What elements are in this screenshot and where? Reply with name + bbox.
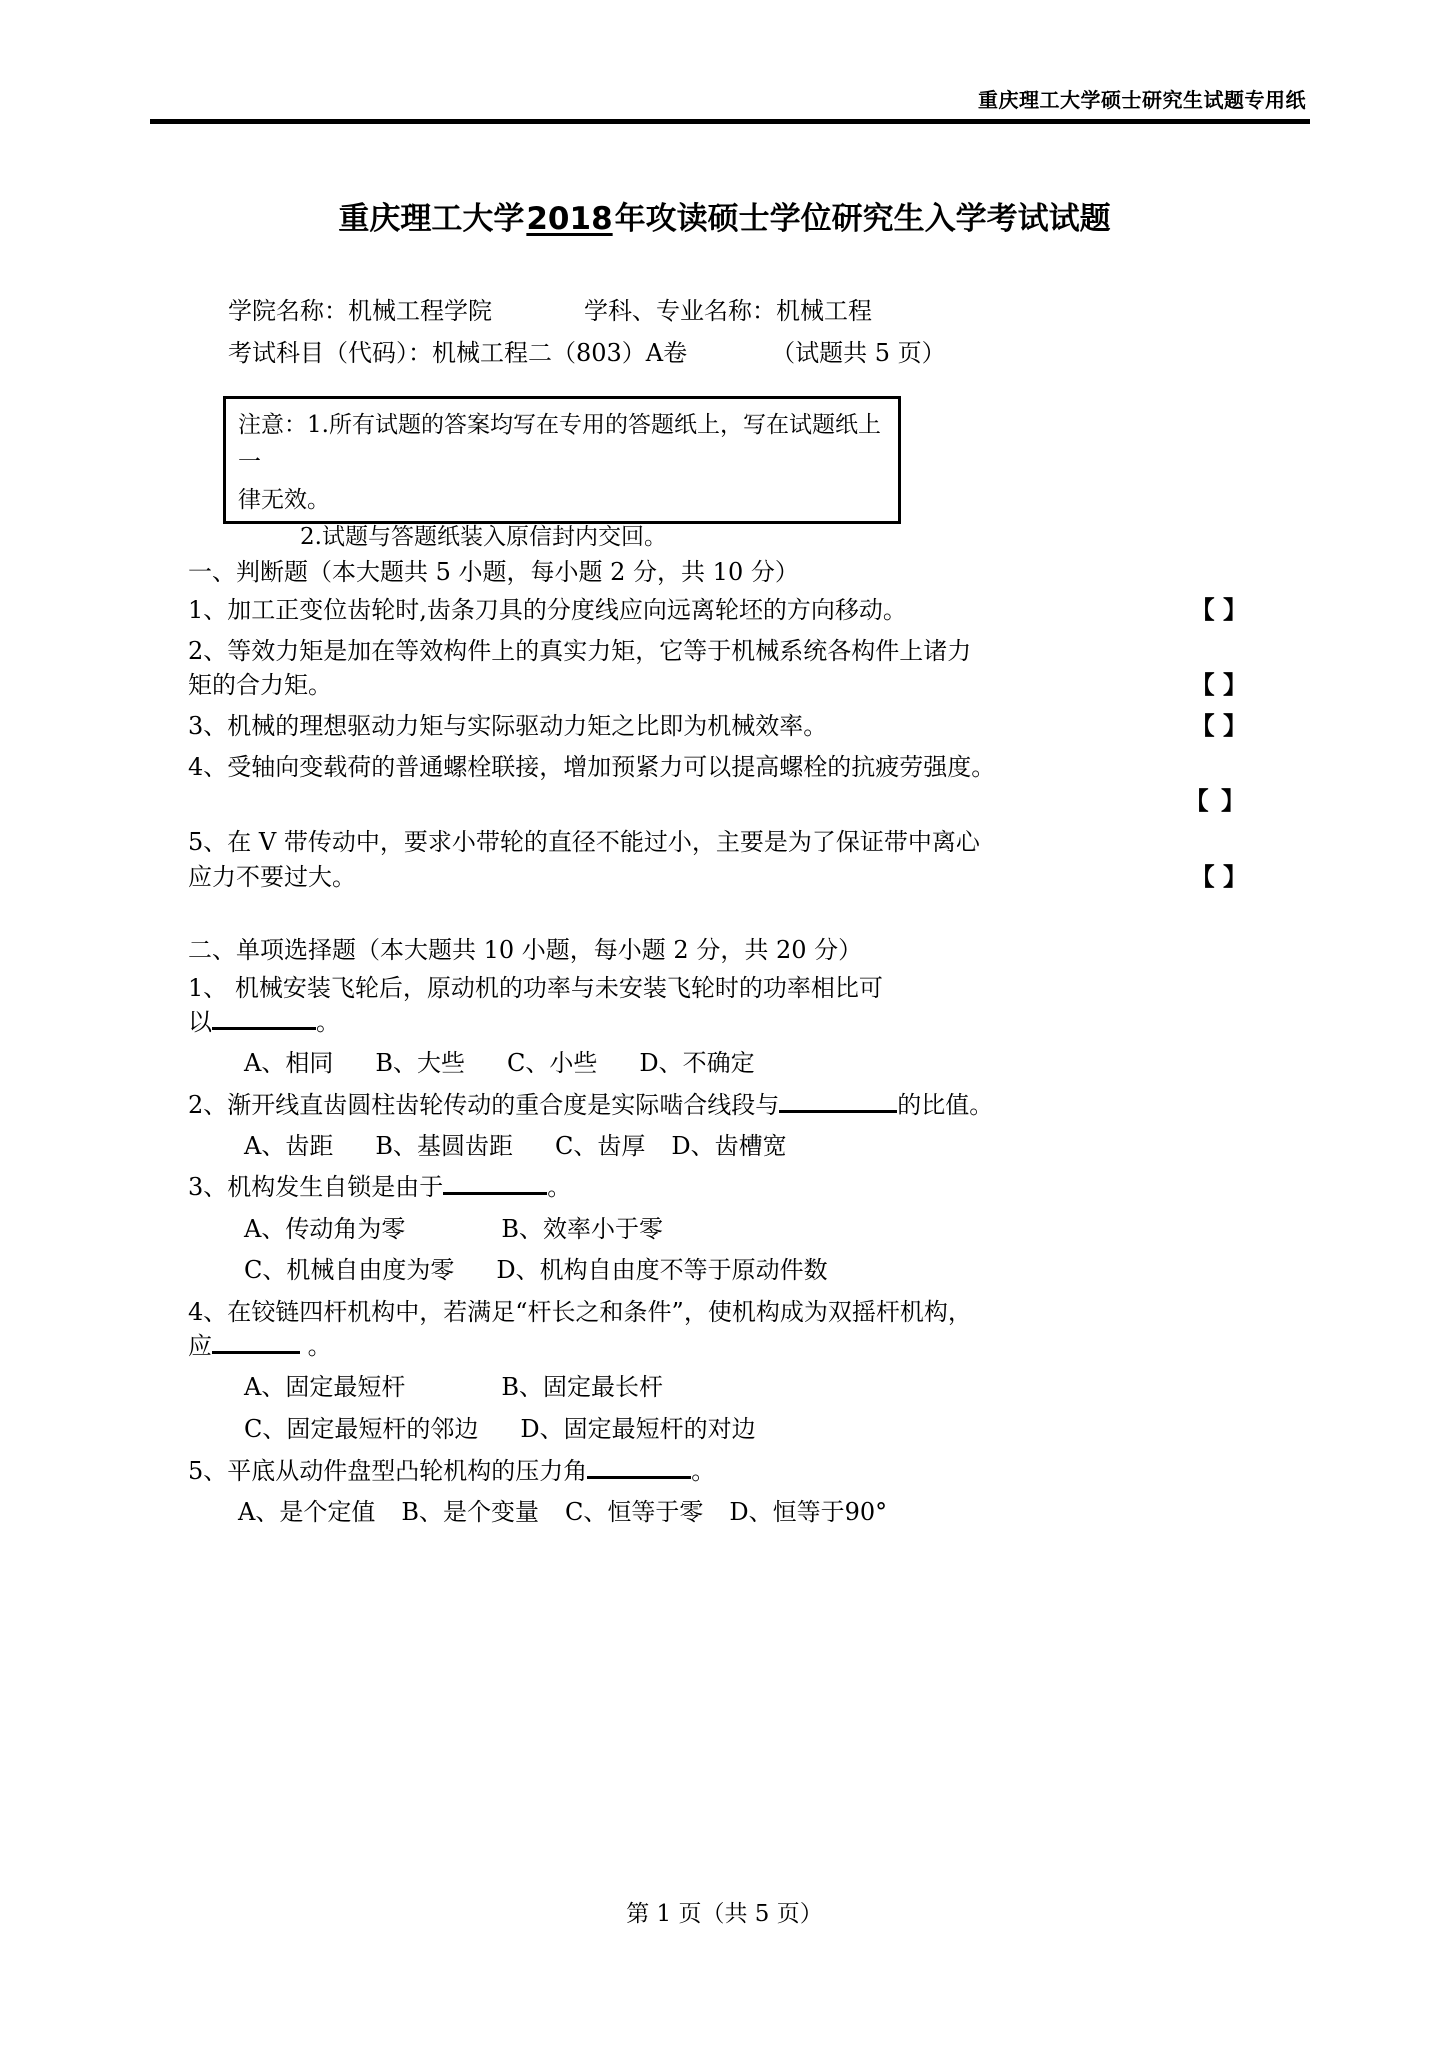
s1-q1-text: 加工正变位齿轮时,齿条刀具的分度线应向远离轮坯的方向移动。	[227, 596, 907, 624]
s1-q3-text: 机械的理想驱动力矩与实际驱动力矩之比即为机械效率。	[227, 712, 828, 741]
s2-q1-options	[188, 1046, 1263, 1081]
section-2-heading: 二、单项选择题（本大题共 10 小题，每小题 2 分，共 20 分）	[188, 935, 863, 964]
s2-q5-text-end: 。	[691, 1456, 716, 1485]
s2-q5-options	[188, 1495, 1263, 1530]
s2-q4-num: 4、	[188, 1298, 228, 1327]
s2-q5-option-b[interactable]: B、是个变量	[401, 1497, 539, 1526]
s2-q4-text-cont: 应	[188, 1332, 212, 1361]
s2-q4-options-row1	[188, 1370, 1263, 1405]
s2-q3-answer-blank[interactable]	[443, 1192, 547, 1195]
s1-q4-text: 受轴向变载荷的普通螺栓联接，增加预紧力可以提高螺栓的抗疲劳强度。	[227, 753, 996, 782]
s2-q3-option-b[interactable]: B、效率小于零	[501, 1214, 663, 1243]
s1-q2-text: 等效力矩是加在等效构件上的真实力矩，它等于机械系统各构件上诸力	[227, 637, 972, 666]
s2-q2-option-b[interactable]: B、基圆齿距	[375, 1131, 513, 1160]
s1-q1-num: 1、	[188, 596, 228, 624]
s2-q5-option-c[interactable]: C、恒等于零	[564, 1497, 704, 1526]
s1-question-3	[188, 709, 1263, 743]
s2-q2-answer-blank[interactable]	[779, 1110, 897, 1113]
s2-q5-text: 平底从动件盘型凸轮机构的压力角	[227, 1456, 588, 1485]
college-value: 机械工程学院	[348, 297, 492, 325]
s2-q4-line1	[188, 1295, 1263, 1329]
s2-q1-text: 机械安装飞轮后，原动机的功率与未安装飞轮时的功率相比可	[227, 973, 883, 1002]
s2-q3-options-row1	[188, 1212, 1263, 1247]
exam-meta	[228, 290, 1228, 374]
s2-q4-line2	[188, 1329, 1263, 1363]
s2-q5-num: 5、	[188, 1456, 228, 1485]
s1-q2-num: 2、	[188, 637, 228, 666]
s1-q4-bracket: 【 】	[1184, 786, 1247, 816]
s2-q5-option-a[interactable]: A、是个定值	[238, 1497, 376, 1526]
s2-q4-option-a[interactable]: A、固定最短杆	[244, 1373, 406, 1402]
s1-q5-line1	[188, 825, 1263, 859]
s2-q4-option-c[interactable]: C、固定最短杆的邻边	[244, 1415, 479, 1444]
s2-q4-text: 在铰链四杆机构中，若满足“杆长之和条件”，使机构成为双摇杆机构，	[227, 1298, 972, 1327]
s1-q5-bracket: 【 】	[1190, 861, 1247, 891]
s1-question-4	[188, 750, 1263, 818]
s2-q3-option-c[interactable]: C、机械自由度为零	[244, 1256, 455, 1285]
s2-q3-text-end: 。	[547, 1173, 572, 1202]
section-1-heading: 一、判断题（本大题共 5 小题，每小题 2 分，共 10 分）	[188, 558, 799, 586]
s2-q2-text-end: 的比值。	[897, 1090, 994, 1119]
s1-q1-bracket: 【 】	[1190, 595, 1247, 624]
s2-q3-num: 3、	[188, 1173, 228, 1202]
s2-q3-text: 机构发生自锁是由于	[227, 1173, 444, 1202]
s2-q1-option-d[interactable]: D、不确定	[639, 1048, 755, 1077]
s2-q5-option-d[interactable]: D、恒等于90°	[729, 1497, 888, 1526]
s2-q2-num: 2、	[188, 1090, 228, 1119]
s1-question-5	[188, 825, 1263, 893]
meta-row-subject	[228, 332, 1228, 374]
s2-question-2	[188, 1088, 1263, 1122]
s2-q3-option-a[interactable]: A、传动角为零	[244, 1214, 406, 1243]
title-suffix: 年攻读硕士学位研究生入学考试试题	[614, 201, 1111, 237]
s2-q4-text-end: 。	[300, 1332, 332, 1361]
s2-q1-text-end: 。	[316, 1007, 340, 1036]
s2-q1-option-a[interactable]: A、相同	[244, 1048, 334, 1077]
running-head: 重庆理工大学硕士研究生试题专用纸	[978, 88, 1306, 112]
s1-question-2	[188, 634, 1263, 702]
s1-q2-cont: 矩的合力矩。	[188, 671, 332, 700]
s2-q1-line1	[188, 971, 1263, 1005]
s2-q2-text: 渐开线直齿圆柱齿轮传动的重合度是实际啮合线段与	[227, 1090, 780, 1119]
notice-box	[223, 396, 901, 550]
notice-line-1-cont: 律无效。	[238, 486, 330, 513]
s2-q1-line2	[188, 1005, 1263, 1039]
subject-label: 考试科目（代码）：	[228, 339, 432, 367]
s1-q3-num: 3、	[188, 712, 228, 741]
s2-q4-answer-blank[interactable]	[212, 1351, 300, 1354]
s1-q2-bracket: 【 】	[1190, 670, 1247, 700]
s2-q3-options-row2	[188, 1253, 1263, 1288]
s2-q1-option-c[interactable]: C、小些	[506, 1048, 598, 1077]
s1-q2-line1	[188, 634, 1263, 668]
title-year: 2018	[526, 201, 613, 237]
s2-q1-num: 1、	[188, 973, 228, 1002]
title-prefix: 重庆理工大学	[338, 201, 525, 237]
s1-q4-num: 4、	[188, 753, 228, 782]
s1-question-1	[188, 593, 1263, 627]
page-title	[0, 193, 1449, 238]
page-count: （试题共 5 页）	[771, 339, 946, 367]
s2-q5-answer-blank[interactable]	[587, 1476, 691, 1479]
discipline-value: 机械工程	[776, 297, 872, 325]
s2-q4-options-row2	[188, 1412, 1263, 1447]
s2-q4-option-d[interactable]: D、固定最短杆的对边	[520, 1415, 756, 1444]
s2-question-1	[188, 971, 1263, 1039]
s2-q1-text-cont: 以	[188, 1007, 212, 1036]
s2-q2-option-c[interactable]: C、齿厚	[554, 1131, 646, 1160]
s2-question-5	[188, 1454, 1263, 1488]
page-header	[150, 88, 1310, 124]
s2-q3-option-d[interactable]: D、机构自由度不等于原动件数	[496, 1256, 828, 1285]
header-divider	[150, 119, 1310, 124]
s1-q5-cont: 应力不要过大。	[188, 862, 356, 891]
s2-q1-option-b[interactable]: B、大些	[375, 1048, 465, 1077]
s1-q3-bracket: 【 】	[1190, 711, 1247, 741]
s1-q5-line2	[188, 860, 1263, 894]
s2-question-3	[188, 1170, 1263, 1204]
page-footer: 第 1 页（共 5 页）	[626, 1901, 823, 1927]
meta-row-college	[228, 290, 1228, 332]
s1-q5-text: 在 V 带传动中，要求小带轮的直径不能过小，主要是为了保证带中离心	[227, 828, 980, 857]
s2-q4-option-b[interactable]: B、固定最长杆	[501, 1373, 663, 1402]
s1-q4-line1	[188, 750, 1263, 784]
discipline-label: 学科、专业名称：	[584, 297, 776, 325]
notice-line-2: 2.试题与答题纸装入原信封内交回。	[300, 523, 667, 550]
s1-q2-line2	[188, 668, 1263, 702]
notice-line-1: 注意：1.所有试题的答案均写在专用的答题纸上，写在试题纸上一	[238, 412, 881, 476]
s2-q2-options	[188, 1129, 1263, 1164]
subject-value: 机械工程二（803）A卷	[432, 339, 688, 367]
s2-q1-answer-blank[interactable]	[212, 1027, 316, 1030]
exam-content	[188, 560, 1263, 1537]
s2-question-4	[188, 1295, 1263, 1363]
college-label: 学院名称：	[228, 297, 348, 325]
s1-q5-num: 5、	[188, 828, 228, 857]
s2-q2-option-d[interactable]: D、齿槽宽	[671, 1131, 787, 1160]
s2-q2-option-a[interactable]: A、齿距	[244, 1131, 334, 1160]
